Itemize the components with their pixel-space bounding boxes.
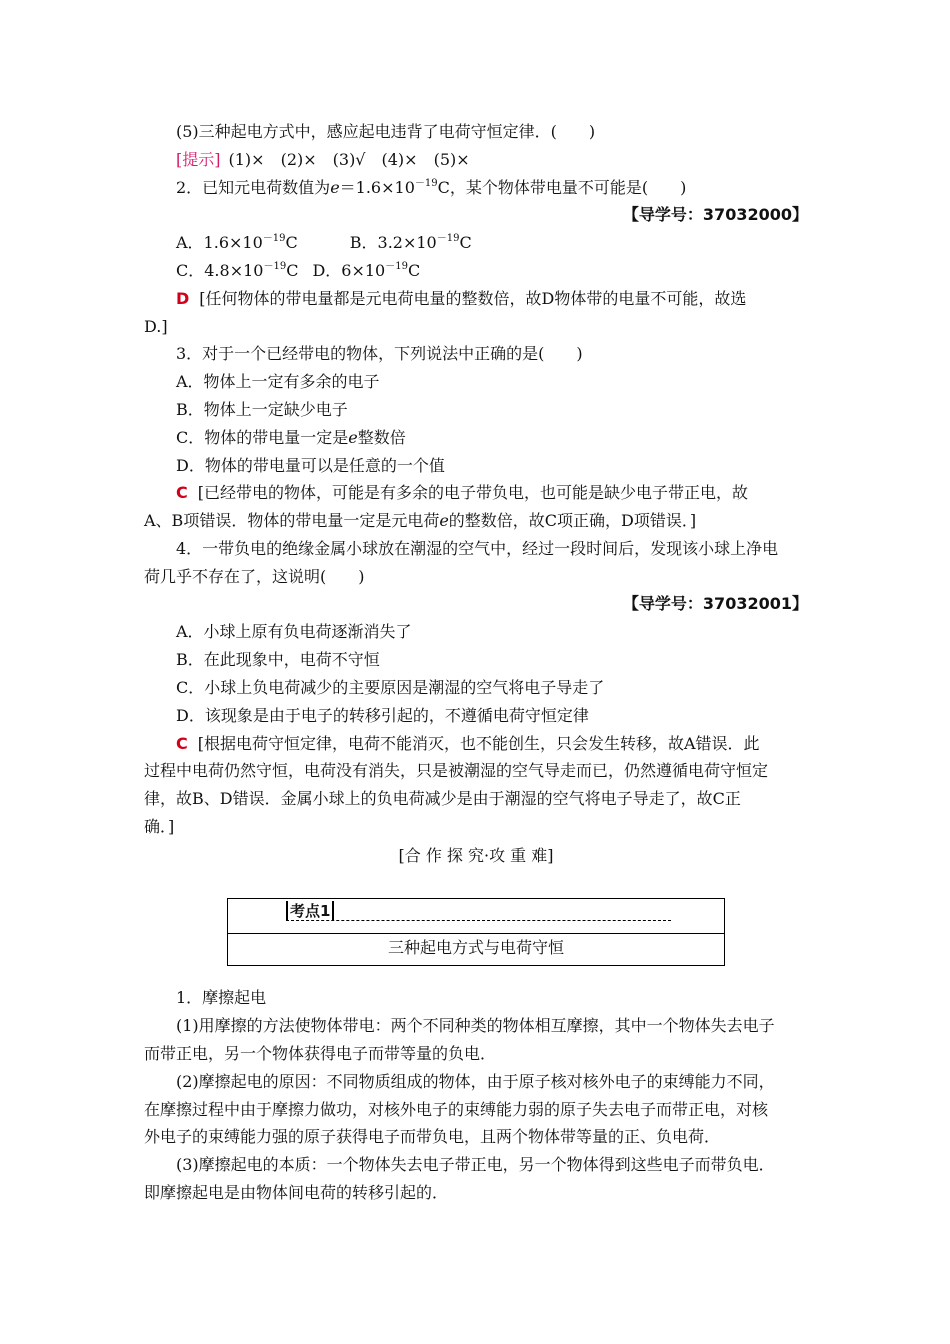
answer-2-cont: D.]	[144, 317, 168, 336]
text: 整数倍	[357, 428, 406, 447]
text: A．1.6×10	[176, 233, 263, 252]
question-4: 4．一带负电的绝缘金属小球放在潮湿的空气中，经过一段时间后，发现该小球上净电	[176, 539, 779, 558]
text: [已经带电的物体，可能是有多余的电子带负电，也可能是缺少电子带正电，故	[197, 483, 748, 502]
box-divider	[228, 933, 724, 934]
text: [任何物体的带电量都是元电荷电量的整数倍，故D物体带的电量不可能，故选	[199, 289, 747, 308]
exponent: －19	[385, 261, 408, 272]
question-2	[176, 177, 808, 199]
paragraph-2-cont: 外电子的束缚能力强的原子获得电子而带负电，且两个物体带等量的正、负电荷．	[144, 1127, 721, 1146]
exponent: －19	[263, 261, 287, 272]
answer-4	[176, 733, 808, 755]
exponent: －19	[436, 233, 460, 244]
answer-4-cont: 过程中电荷仍然守恒，电荷没有消失，只是被潮湿的空气导走而已，仍然遵循电荷守恒定	[144, 761, 769, 780]
option-c: C．小球上负电荷减少的主要原因是潮湿的空气将电子导走了	[176, 678, 605, 697]
option-b: B．在此现象中，电荷不守恒	[176, 650, 380, 669]
text: C	[285, 233, 298, 252]
text: C．物体的带电量一定是	[176, 428, 349, 447]
option-d: D．物体的带电量可以是任意的一个值	[176, 456, 445, 475]
symbol-e: e	[348, 428, 358, 447]
question-3: 3．对于一个已经带电的物体，下列说法中正确的是( )	[176, 344, 583, 363]
paragraph-1: (1)用摩擦的方法使物体带电：两个不同种类的物体相互摩擦，其中一个物体失去电子	[176, 1016, 775, 1035]
text: 的整数倍，故C项正确，D项错误．]	[448, 511, 697, 530]
text: (5)三种起电方式中，感应起电违背了电荷守恒定律．( )	[176, 122, 596, 141]
exponent: －19	[262, 233, 286, 244]
paragraph-3: (3)摩擦起电的本质：一个物体失去电子带正电，另一个物体得到这些电子而带负电．	[176, 1155, 775, 1174]
paragraph-2: (2)摩擦起电的原因：不同物质组成的物体，由于原子核对核外电子的束缚能力不同，	[176, 1072, 775, 1091]
text: C	[286, 261, 299, 280]
option-b	[350, 233, 472, 252]
answer-4-cont: 律，故B、D错误．金属小球上的负电荷减少是由于潮湿的空气将电子导走了，故C正	[144, 789, 741, 808]
question-1-5	[176, 121, 808, 143]
text: [根据电荷守恒定律，电荷不能消灭，也不能创生，只会发生转移，故A错误．此	[197, 734, 760, 753]
text: D．6×10	[312, 261, 386, 280]
answer-3	[176, 482, 808, 504]
text: 2．已知元电荷数值为	[176, 178, 331, 197]
question-4-cont: 荷几乎不存在了，这说明( )	[144, 567, 365, 586]
section-heading: [合 作 探 究·攻 重 难]	[398, 846, 554, 865]
answer-letter: C	[176, 734, 188, 753]
options-ab	[176, 232, 808, 254]
topic-label: 考点1	[286, 901, 334, 921]
answer-4-cont: 确．]	[144, 817, 175, 836]
topic-box	[227, 898, 725, 966]
answer-letter: C	[176, 483, 188, 502]
text: ＝1.6×10	[339, 178, 415, 197]
hint-answers: (1)× (2)× (3)√ (4)× (5)×	[228, 150, 470, 169]
text: C	[459, 233, 472, 252]
ref-number: 【导学号：37032001】	[622, 594, 808, 613]
hint-line	[176, 149, 808, 171]
answer-3-cont	[144, 510, 808, 532]
option-d: D．该现象是由于电子的转移引起的，不遵循电荷守恒定律	[176, 706, 589, 725]
text: C，某个物体带电量不可能是( )	[437, 178, 687, 197]
text: C	[407, 261, 421, 280]
options-cd	[176, 260, 808, 282]
hint-tag: [提示]	[176, 150, 221, 169]
dashed-divider	[286, 920, 671, 921]
text: A、B项错误．物体的带电量一定是元电荷	[144, 511, 440, 530]
subsection-title: 1．摩擦起电	[176, 988, 267, 1007]
symbol-e: e	[330, 178, 340, 197]
option-c	[176, 427, 808, 449]
option-a: A．小球上原有负电荷逐渐消失了	[176, 622, 412, 641]
option-c	[176, 261, 298, 280]
answer-letter: D	[176, 289, 190, 308]
option-b: B．物体上一定缺少电子	[176, 400, 348, 419]
paragraph-1-cont: 而带正电，另一个物体获得电子而带等量的负电．	[144, 1044, 497, 1063]
paragraph-3-cont: 即摩擦起电是由物体间电荷的转移引起的．	[144, 1183, 449, 1202]
option-a	[176, 233, 298, 252]
exponent: －19	[414, 178, 438, 189]
text: C．4.8×10	[176, 261, 264, 280]
topic-title: 三种起电方式与电荷守恒	[387, 938, 564, 957]
answer-2	[176, 288, 808, 310]
option-a: A．物体上一定有多余的电子	[176, 372, 380, 391]
paragraph-2-cont: 在摩擦过程中由于摩擦力做功，对核外电子的束缚能力弱的原子失去电子而带正电，对核	[144, 1100, 769, 1119]
ref-number: 【导学号：37032000】	[622, 205, 808, 224]
option-d	[312, 261, 420, 280]
symbol-e: e	[439, 511, 449, 530]
text: B．3.2×10	[349, 233, 437, 252]
